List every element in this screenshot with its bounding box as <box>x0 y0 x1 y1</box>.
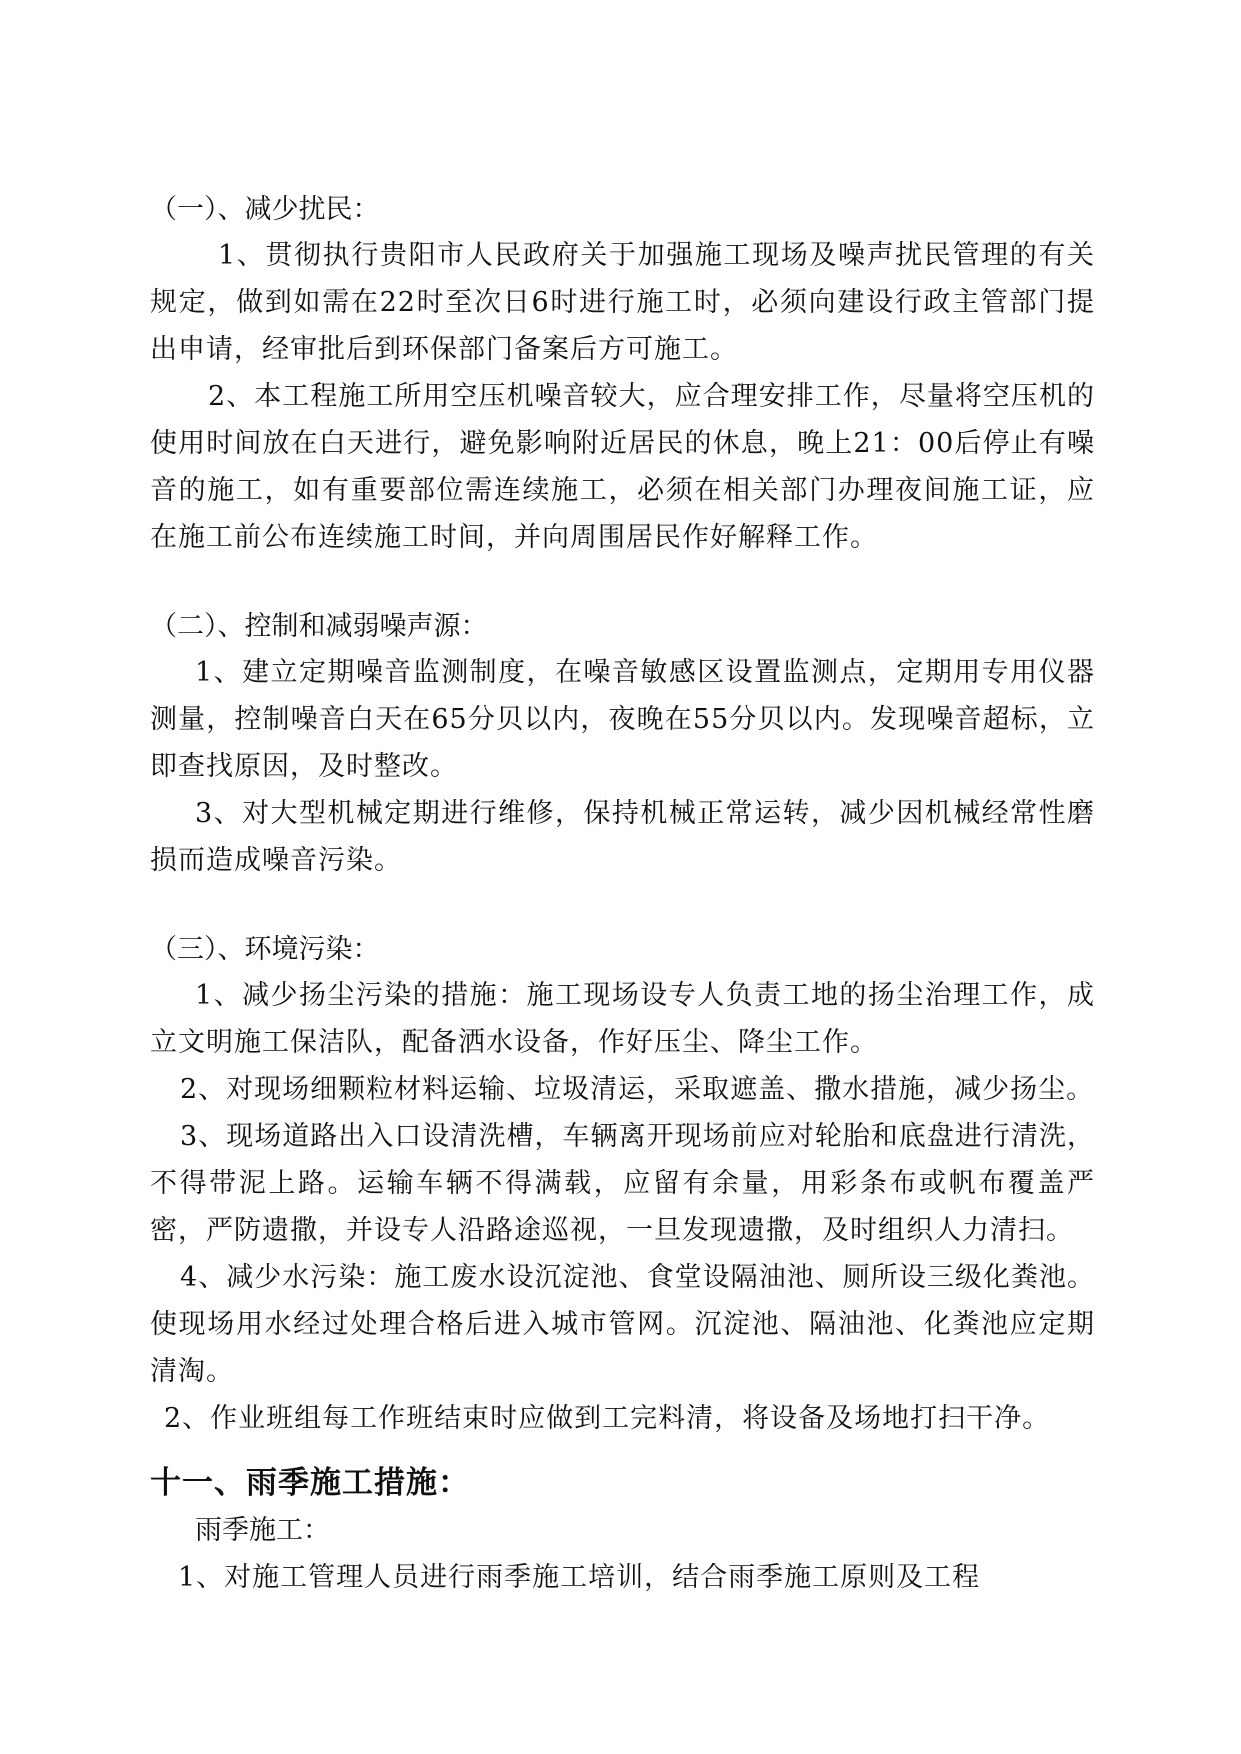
paragraph-3-2: 2、对现场细颗粒材料运输、垃圾清运，采取遮盖、撒水措施，减少扬尘。 <box>180 1074 1095 1105</box>
document-page <box>150 188 1095 1601</box>
chapter-paragraph-1: 1、对施工管理人员进行雨季施工培训，结合雨季施工原则及工程 <box>178 1562 981 1593</box>
paragraph-3-5: 2、作业班组每工作班结束时应做到工完料清，将设备及场地打扫干净。 <box>164 1403 1051 1434</box>
section-spacer <box>150 561 1095 605</box>
paragraph-3-3: 3、现场道路出入口设清洗槽，车辆离开现场前应对轮胎和底盘进行清洗，不得带泥上路。运输车辆不得满载，应留有余量，用彩条布或帆布覆盖严密，严防遗撒，并设专人沿路途巡视，一旦发现遗撒，及时组织人力清扫。 <box>150 1121 1095 1246</box>
section-heading-2: （二）、控制和减弱噪声源： <box>150 611 488 642</box>
paragraph-1-2: 2、本工程施工所用空压机噪音较大，应合理安排工作，尽量将空压机的使用时间放在白天进行，避免影响附近居民的休息，晚上21：00后停止有噪音的施工，如有重要部位需连续施工，必须在相关部门办理夜间施工证，应在施工前公布连续施工时间，并向周围居民作好解释工作。 <box>150 381 1095 553</box>
section-heading-3: （三）、环境污染： <box>150 934 380 965</box>
paragraph-3-4: 4、减少水污染：施工废水设沉淀池、食堂设隔油池、厕所设三级化粪池。使现场用水经过处理合格后进入城市管网。沉淀池、隔油池、化粪池应定期清淘。 <box>150 1262 1095 1387</box>
paragraph-2-1: 1、建立定期噪音监测制度，在噪音敏感区设置监测点，定期用专用仪器测量，控制噪音白天在65分贝以内，夜晚在55分贝以内。发现噪音超标，立即查找原因，及时整改。 <box>150 657 1095 782</box>
paragraph-3-1: 1、减少扬尘污染的措施：施工现场设专人负责工地的扬尘治理工作，成立文明施工保洁队，配备洒水设备，作好压尘、降尘工作。 <box>150 980 1095 1058</box>
paragraph-2-2: 3、对大型机械定期进行维修，保持机械正常运转，减少因机械经常性磨损而造成噪音污染。 <box>150 798 1095 876</box>
chapter-heading: 十一、雨季施工措施： <box>150 1465 470 1501</box>
chapter-subheading: 雨季施工： <box>195 1515 330 1546</box>
section-heading-1: （一）、减少扰民： <box>150 194 380 225</box>
paragraph-1-1: 1、贯彻执行贵阳市人民政府关于加强施工现场及噪声扰民管理的有关规定，做到如需在22时至次日6时进行施工时，必须向建设行政主管部门提出申请，经审批后到环保部门备案后方可施工。 <box>150 240 1095 365</box>
section-spacer <box>150 884 1095 928</box>
